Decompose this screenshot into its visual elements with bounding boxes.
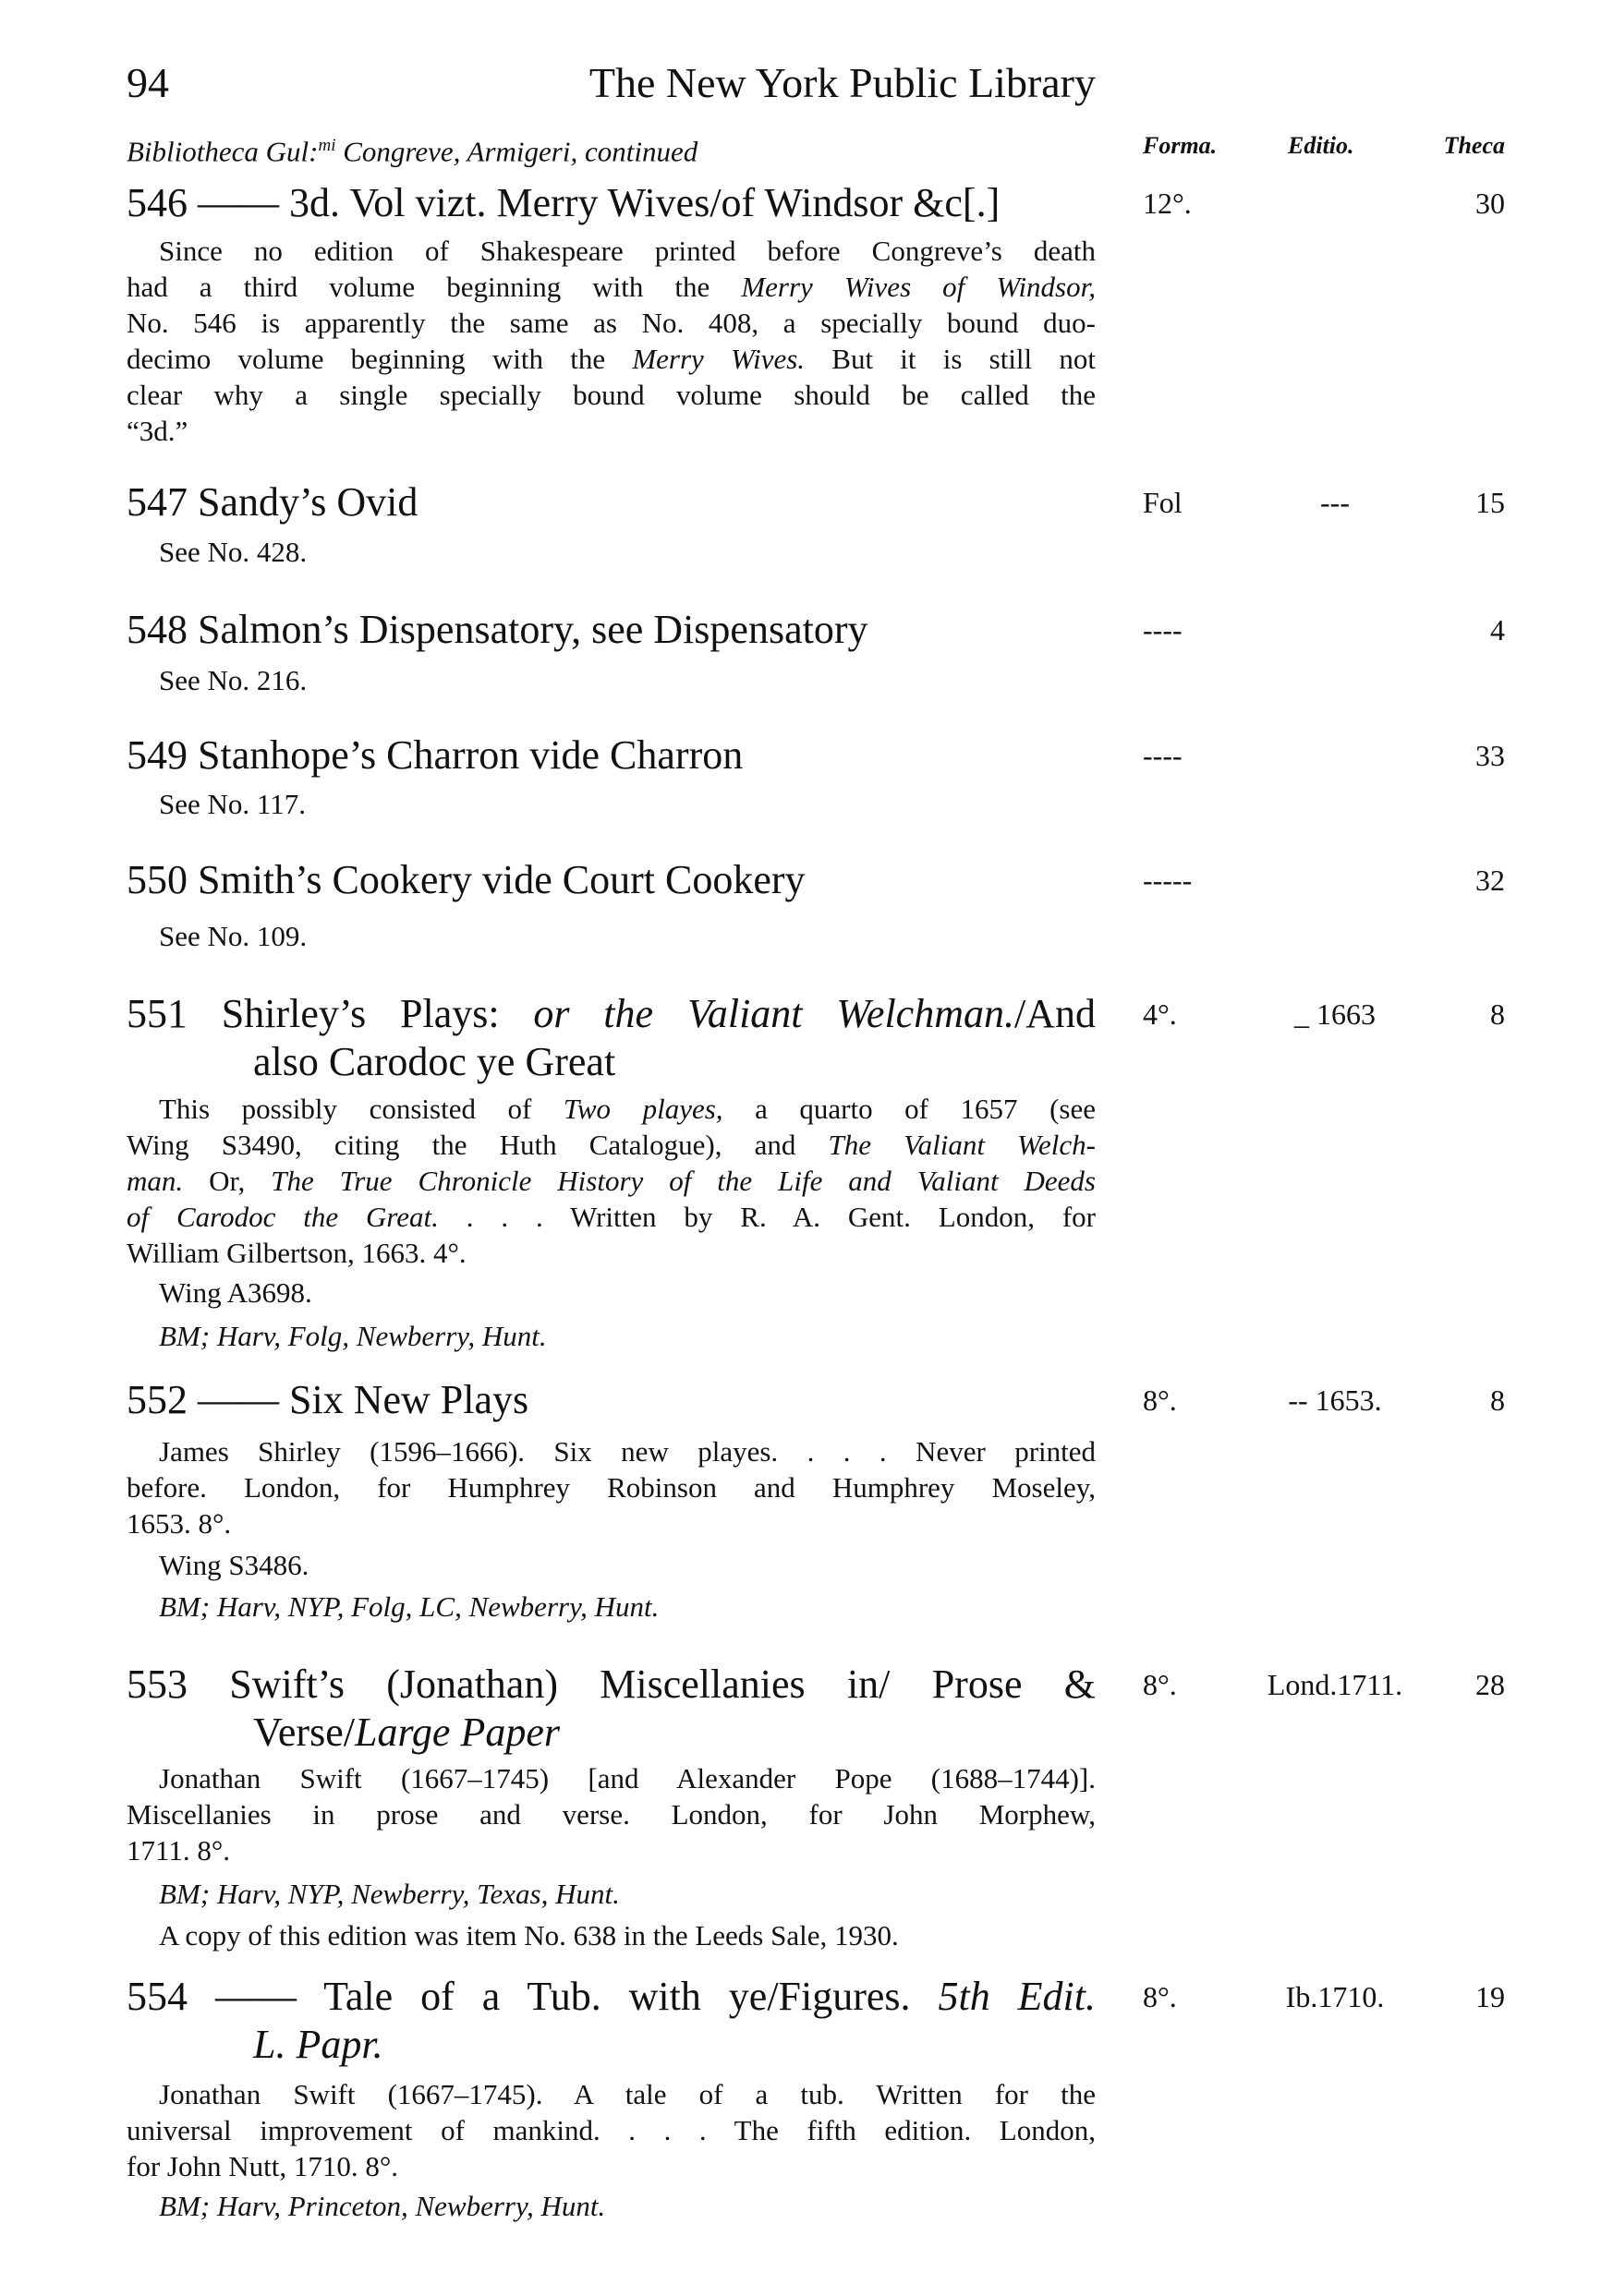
note-line: [127, 2188, 1096, 2224]
note-line: [127, 341, 1096, 377]
text-segment: Wing S3486.: [159, 1549, 309, 1581]
entry-heading-551: [127, 990, 1096, 1086]
note-line: [127, 1796, 1096, 1832]
entry-note-554: [127, 2188, 1096, 2224]
italic-text: L. Papr.: [253, 2022, 383, 2067]
note-line: [127, 662, 1096, 698]
note-line: [127, 1547, 1096, 1583]
entry-theca-554: 19: [1475, 1980, 1505, 2013]
text-segment: had a third volume beginning with the: [127, 271, 742, 303]
subheading-text-continued: Congreve, Armigeri, continued: [335, 135, 698, 168]
note-line: [127, 1917, 1096, 1953]
entry-heading-line: [127, 731, 1096, 779]
entry-forma-547: Fol: [1143, 486, 1183, 519]
text-segment: “3d.”: [127, 415, 188, 447]
entry-theca-552: 8: [1490, 1384, 1505, 1417]
text-segment: Jonathan Swift (1667–1745) [and Alexander Pope (1688–1744)].: [159, 1762, 1096, 1795]
text-segment: See No. 428.: [159, 536, 308, 568]
text-segment: 553 Swift’s (Jonathan) Miscellanies in/ Prose &: [127, 1662, 1096, 1707]
subheading-text: Bibliotheca Gul:: [127, 135, 319, 168]
subheading-superscript: mi: [318, 136, 336, 155]
text-segment: No. 546 is apparently the same as No. 408, a specially bound duo-: [127, 307, 1096, 339]
text-segment: 547 Sandy’s Ovid: [127, 479, 418, 525]
text-segment: universal improvement of mankind. . . . The fifth edition. London,: [127, 2114, 1096, 2146]
text-segment: 550 Smith’s Cookery vide Court Cookery: [127, 857, 806, 902]
entry-theca-546: 30: [1475, 187, 1505, 220]
text-segment: 1711. 8°.: [127, 1834, 230, 1867]
entry-note-551: [127, 1275, 1096, 1311]
entry-editio-547: ---: [1320, 486, 1350, 519]
text-segment: Verse/: [253, 1710, 355, 1755]
note-line: [127, 786, 1096, 822]
text-segment: 551 Shirley’s Plays:: [127, 991, 534, 1036]
italic-text: Merry Wives.: [632, 343, 806, 375]
entry-forma-549: ----: [1143, 739, 1183, 772]
entry-heading-line: [127, 606, 1096, 654]
italic-text: The Valiant Welch-: [828, 1129, 1096, 1161]
text-segment: /And: [1013, 991, 1096, 1036]
note-line: [127, 269, 1096, 305]
text-segment: Wing S3490, citing the Huth Catalogue), and: [127, 1129, 829, 1161]
entry-heading-line: [127, 478, 1096, 526]
entry-forma-554: 8°.: [1143, 1980, 1177, 2013]
text-segment: James Shirley (1596–1666). Six new playes. . . . Never printed: [159, 1435, 1096, 1468]
text-segment: This possibly consisted of: [159, 1093, 564, 1125]
text-segment: 549 Stanhope’s Charron vide Charron: [127, 732, 744, 778]
note-line: [127, 1832, 1096, 1868]
entry-theca-551: 8: [1490, 997, 1505, 1031]
note-line: [127, 305, 1096, 341]
entry-heading-line: [127, 990, 1096, 1038]
entry-heading-line: [127, 2021, 1096, 2069]
text-segment: Or,: [183, 1165, 272, 1197]
entry-note-552: [127, 1547, 1096, 1583]
text-segment: Wing A3698.: [159, 1276, 312, 1309]
entry-theca-549: 33: [1475, 739, 1505, 772]
entry-note-552: [127, 1589, 1096, 1625]
entry-heading-line: [127, 1376, 1096, 1424]
text-segment: a quarto of 1657 (see: [722, 1093, 1097, 1125]
entry-heading-line: [127, 1038, 1096, 1086]
running-title: The New York Public Library: [588, 59, 1096, 106]
entry-heading-549: [127, 731, 1096, 779]
entry-heading-554: [127, 1973, 1096, 2069]
text-segment: Jonathan Swift (1667–1745). A tale of a tub. Written for the: [159, 2078, 1096, 2110]
entry-heading-line: [127, 1709, 1096, 1757]
entry-note-554: [127, 2076, 1096, 2184]
note-line: [127, 377, 1096, 413]
entry-note-552: [127, 1433, 1096, 1541]
note-line: [127, 534, 1096, 570]
entry-forma-546: 12°.: [1143, 187, 1192, 220]
entry-editio-554: Ib.1710.: [1285, 1980, 1385, 2013]
entry-note-553: [127, 1917, 1096, 1953]
note-line: [127, 1760, 1096, 1796]
entry-note-548: [127, 662, 1096, 698]
italic-text: or the Valiant Welchman.: [533, 991, 1014, 1036]
section-subheading: [127, 127, 697, 170]
column-header-forma: Forma.: [1143, 132, 1218, 159]
entry-theca-547: 15: [1475, 486, 1505, 519]
text-segment: clear why a single specially bound volume should be called the: [127, 379, 1096, 411]
note-line: [127, 1091, 1096, 1127]
note-line: [127, 2148, 1096, 2184]
entry-note-549: [127, 786, 1096, 822]
text-segment: A copy of this edition was item No. 638 in the Leeds Sale, 1930.: [159, 1919, 899, 1952]
entry-note-553: [127, 1760, 1096, 1868]
text-segment: Since no edition of Shakespeare printed before Congreve’s death: [159, 235, 1096, 267]
entry-note-553: [127, 1876, 1096, 1912]
entry-heading-line: [127, 856, 1096, 904]
page-number: 94: [127, 59, 169, 106]
entry-note-551: [127, 1091, 1096, 1271]
entry-forma-552: 8°.: [1143, 1384, 1177, 1417]
italic-text: BM; Harv, Folg, Newberry, Hunt.: [159, 1320, 547, 1352]
entry-editio-551: _ 1663: [1294, 997, 1376, 1031]
entry-editio-552: -- 1653.: [1288, 1384, 1382, 1417]
note-line: [127, 1505, 1096, 1541]
note-line: [127, 1469, 1096, 1505]
note-line: [127, 413, 1096, 449]
text-segment: for John Nutt, 1710. 8°.: [127, 2150, 398, 2182]
entry-heading-546: [127, 179, 1096, 227]
note-line: [127, 2076, 1096, 2112]
italic-text: The True Chronicle History of the Life and Valiant Deeds: [271, 1165, 1096, 1197]
entry-note-550: [127, 918, 1096, 954]
italic-text: BM; Harv, Princeton, Newberry, Hunt.: [159, 2190, 606, 2222]
text-segment: See No. 117.: [159, 788, 306, 820]
text-segment: . . . Written by R. A. Gent. London, for: [438, 1201, 1096, 1233]
text-segment: See No. 216.: [159, 664, 308, 696]
entry-theca-550: 32: [1475, 864, 1505, 897]
italic-text: Large Paper: [354, 1710, 560, 1755]
entry-heading-548: [127, 606, 1096, 654]
italic-text: BM; Harv, NYP, Folg, LC, Newberry, Hunt.: [159, 1590, 660, 1623]
entry-heading-line: [127, 1661, 1096, 1709]
note-line: [127, 918, 1096, 954]
text-segment: See No. 109.: [159, 920, 308, 952]
entry-note-546: [127, 233, 1096, 449]
note-line: [127, 1235, 1096, 1271]
note-line: [127, 2112, 1096, 2148]
text-segment: 1653. 8°.: [127, 1507, 232, 1540]
entry-note-551: [127, 1318, 1096, 1354]
italic-text: of Carodoc the Great.: [127, 1201, 439, 1233]
text-segment: decimo volume beginning with the: [127, 343, 633, 375]
italic-text: BM; Harv, NYP, Newberry, Texas, Hunt.: [159, 1878, 620, 1910]
entry-forma-550: -----: [1143, 864, 1193, 897]
note-line: [127, 1163, 1096, 1199]
italic-text: 5th Edit.: [938, 1974, 1096, 2019]
text-segment: But it is still not: [805, 343, 1096, 375]
text-segment: 552 —— Six New Plays: [127, 1377, 529, 1422]
text-segment: before. London, for Humphrey Robinson and Humphrey Moseley,: [127, 1471, 1096, 1504]
entry-note-547: [127, 534, 1096, 570]
entry-forma-551: 4°.: [1143, 997, 1177, 1031]
text-segment: also Carodoc ye Great: [253, 1039, 616, 1084]
entry-heading-552: [127, 1376, 1096, 1424]
column-header-theca: Theca: [1443, 132, 1505, 159]
note-line: [127, 233, 1096, 269]
entry-heading-547: [127, 478, 1096, 526]
entry-heading-553: [127, 1661, 1096, 1757]
note-line: [127, 1876, 1096, 1912]
italic-text: Merry Wives of Windsor,: [741, 271, 1096, 303]
text-segment: 554 —— Tale of a Tub. with ye/Figures.: [127, 1974, 939, 2019]
text-segment: William Gilbertson, 1663. 4°.: [127, 1237, 467, 1269]
note-line: [127, 1318, 1096, 1354]
text-segment: 548 Salmon’s Dispensatory, see Dispensatory: [127, 607, 868, 652]
entry-theca-548: 4: [1490, 613, 1505, 647]
column-header-editio: Editio.: [1288, 132, 1354, 159]
italic-text: man.: [127, 1165, 184, 1197]
entry-forma-548: ----: [1143, 613, 1183, 647]
italic-text: Two playes,: [563, 1093, 723, 1125]
text-segment: Miscellanies in prose and verse. London, for John Morphew,: [127, 1798, 1096, 1831]
note-line: [127, 1127, 1096, 1163]
text-segment: 546 —— 3d. Vol vizt. Merry Wives/of Windsor &c[.]: [127, 180, 1001, 225]
note-line: [127, 1199, 1096, 1235]
note-line: [127, 1589, 1096, 1625]
entry-heading-line: [127, 1973, 1096, 2021]
entry-theca-553: 28: [1475, 1668, 1505, 1701]
entry-heading-line: [127, 179, 1096, 227]
entry-forma-553: 8°.: [1143, 1668, 1177, 1701]
note-line: [127, 1433, 1096, 1469]
entry-editio-553: Lond.1711.: [1267, 1668, 1403, 1701]
note-line: [127, 1275, 1096, 1311]
entry-heading-550: [127, 856, 1096, 904]
